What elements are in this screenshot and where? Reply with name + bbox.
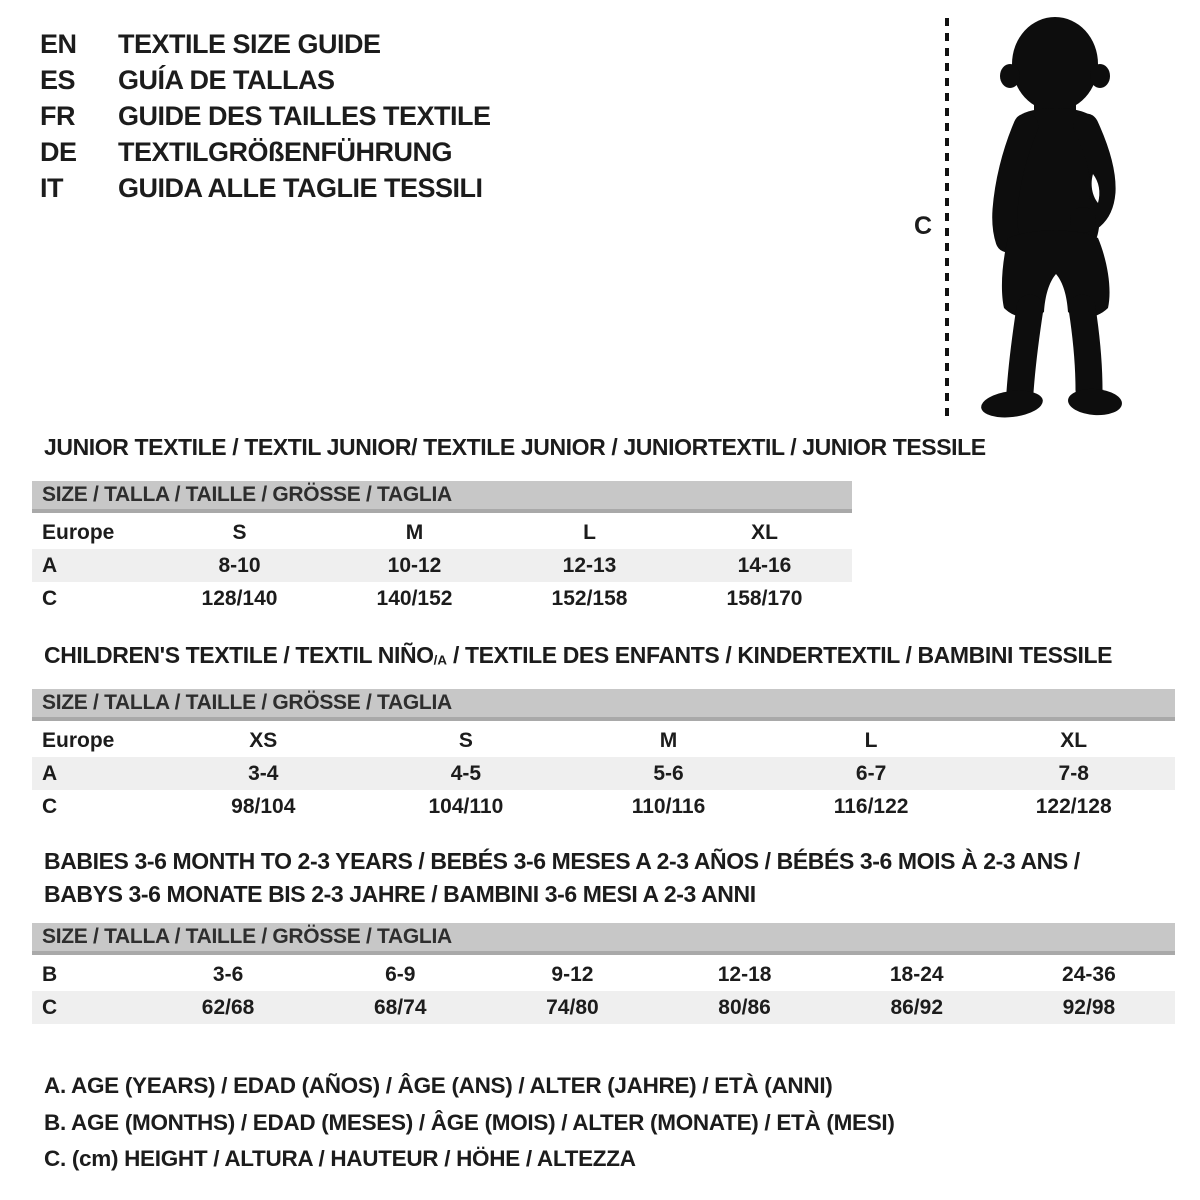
row-label: A: [42, 761, 58, 785]
legend-line-a: A. AGE (YEARS) / EDAD (AÑOS) / ÂGE (ANS) / ALTER (JAHRE) / ETÀ (ANNI): [44, 1073, 833, 1098]
table-cell: 8-10: [218, 553, 261, 577]
row-label: C: [42, 995, 58, 1019]
table-cell: 86/92: [890, 995, 944, 1019]
table-cell: 122/128: [1035, 794, 1112, 818]
row-label: A: [42, 553, 58, 577]
children-size-table: [32, 689, 1175, 823]
table-cell: 74/80: [546, 995, 599, 1019]
lang-label: GUIDA ALLE TAGLIE TESSILI: [118, 173, 483, 203]
children-section-title: [44, 642, 1112, 669]
table-cell: 10-12: [387, 553, 442, 577]
table-cell: 110/116: [631, 794, 706, 818]
table-cell: 92/98: [1062, 995, 1116, 1019]
baby-silhouette-icon: [962, 12, 1152, 422]
lang-code: ES: [40, 65, 76, 95]
table-cell: L: [583, 520, 596, 544]
table-row: [32, 790, 1175, 823]
lang-row-en: [40, 26, 491, 62]
table-cell: 80/86: [718, 995, 771, 1019]
table-row: [32, 516, 852, 549]
lang-code: EN: [40, 29, 77, 59]
table-row: [32, 991, 1175, 1024]
table-cell: 104/110: [428, 794, 504, 818]
children-title-sub: /A: [433, 652, 447, 668]
table-cell: 62/68: [201, 995, 255, 1019]
table-cell: 12-18: [717, 962, 772, 986]
table-cell: XL: [751, 520, 778, 544]
table-cell: XL: [1060, 728, 1088, 752]
table-cell: 6-9: [385, 962, 416, 986]
table-cell: 14-16: [737, 553, 792, 577]
row-label: Europe: [42, 520, 115, 544]
table-row: [32, 724, 1175, 757]
lang-code: FR: [40, 101, 75, 131]
table-cell: 24-36: [1062, 962, 1116, 986]
table-cell: 98/104: [231, 794, 296, 818]
table-cell: 158/170: [726, 586, 803, 610]
babies-size-table: [32, 923, 1175, 1024]
lang-label: GUIDE DES TAILLES TEXTILE: [118, 101, 491, 131]
lang-label: TEXTILGRÖßENFÜHRUNG: [118, 137, 452, 167]
table-row: [32, 549, 852, 582]
table-row: [32, 757, 1175, 790]
row-label: C: [42, 586, 58, 610]
lang-label: GUÍA DE TALLAS: [118, 65, 335, 95]
table-cell: 128/140: [201, 586, 278, 610]
table-cell: M: [405, 520, 424, 544]
babies-size-header: SIZE / TALLA / TAILLE / GRÖSSE / TAGLIA: [32, 923, 1175, 955]
legend: [44, 1068, 895, 1178]
legend-line-c: C. (cm) HEIGHT / ALTURA / HAUTEUR / HÖHE / ALTEZZA: [44, 1146, 636, 1171]
lang-row-fr: [40, 98, 491, 134]
children-title-pre: CHILDREN'S TEXTILE / TEXTIL NIÑO: [44, 642, 434, 668]
lang-row-it: [40, 170, 491, 206]
junior-size-header: SIZE / TALLA / TAILLE / GRÖSSE / TAGLIA: [32, 481, 852, 513]
lang-row-es: [40, 62, 491, 98]
junior-size-table: [32, 481, 852, 615]
row-label: C: [42, 794, 58, 818]
table-cell: 116/122: [833, 794, 909, 818]
babies-section-title-line2: BABYS 3-6 MONATE BIS 2-3 JAHRE / BAMBINI 3-6 MESI A 2-3 ANNI: [44, 881, 756, 907]
table-cell: 7-8: [1058, 761, 1089, 785]
lang-code: DE: [40, 137, 77, 167]
table-cell: 6-7: [855, 761, 887, 785]
height-marker-label: C: [914, 212, 933, 240]
table-cell: 4-5: [450, 761, 482, 785]
table-cell: L: [864, 728, 878, 752]
table-cell: 68/74: [373, 995, 427, 1019]
table-cell: 3-4: [248, 761, 279, 785]
height-dashed-line: [944, 18, 950, 422]
children-size-header: SIZE / TALLA / TAILLE / GRÖSSE / TAGLIA: [32, 689, 1175, 721]
table-cell: 18-24: [889, 962, 944, 986]
language-title-list: [40, 26, 491, 206]
table-cell: S: [232, 520, 247, 544]
table-row: [32, 582, 852, 615]
table-cell: 140/152: [376, 586, 453, 610]
table-row: [32, 958, 1175, 991]
children-title-post: / TEXTILE DES ENFANTS / KINDERTEXTIL / BAMBINI TESSILE: [447, 642, 1113, 668]
baby-figure: [914, 10, 1174, 430]
table-cell: M: [659, 728, 678, 752]
lang-code: IT: [40, 173, 63, 203]
table-cell: 12-13: [562, 553, 617, 577]
babies-section-title-line1: BABIES 3-6 MONTH TO 2-3 YEARS / BEBÉS 3-6 MESES A 2-3 AÑOS / BÉBÉS 3-6 MOIS À 2-3 ANS /: [44, 848, 1080, 874]
lang-row-de: [40, 134, 491, 170]
table-cell: 5-6: [653, 761, 684, 785]
lang-label: TEXTILE SIZE GUIDE: [118, 29, 381, 59]
table-cell: 152/158: [551, 586, 628, 610]
table-cell: 3-6: [212, 962, 244, 986]
row-label: Europe: [42, 728, 115, 752]
table-cell: XS: [249, 728, 278, 752]
legend-line-b: B. AGE (MONTHS) / EDAD (MESES) / ÂGE (MOIS) / ALTER (MONATE) / ETÀ (MESI): [44, 1109, 895, 1135]
table-cell: S: [458, 728, 473, 752]
table-cell: 9-12: [551, 962, 594, 986]
junior-section-title: JUNIOR TEXTILE / TEXTIL JUNIOR/ TEXTILE JUNIOR / JUNIORTEXTIL / JUNIOR TESSILE: [44, 434, 986, 460]
row-label: B: [42, 962, 58, 986]
